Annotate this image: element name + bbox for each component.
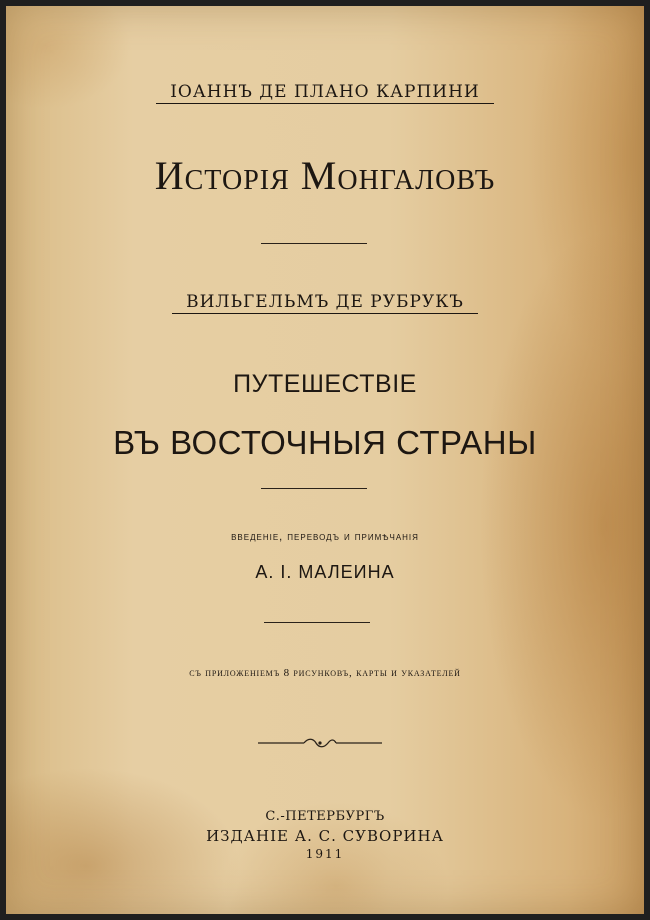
intro-credit: введеніе, переводъ и примѣчанія [231,531,419,543]
year: 1911 [305,847,345,861]
author-rubruck: ВИЛЬГЕЛЬМЪ ДЕ РУБРУКЪ [172,292,478,314]
city: С.-ПЕТЕРБУРГЪ [265,809,385,824]
appendix-note: съ приложеніемъ 8 рисунковъ, карты и указателей [189,667,461,679]
title-journey-line2: ВЪ ВОСТОЧНЫЯ СТРАНЫ [113,424,537,461]
title-history-of-mongols: Исторія Монгаловъ [154,153,496,198]
editor-name: А. І. МАЛЕИНА [255,562,395,582]
publisher: ИЗДАНІЕ А. С. СУВОРИНА [206,827,444,845]
divider-rule-2 [261,488,367,489]
author-rubruck-line [6,292,644,314]
divider-rule-3 [264,622,370,623]
ornamental-rule [258,737,382,749]
author-carpini-line [6,82,644,104]
divider-rule-1 [261,243,367,244]
author-carpini: ІОАННЪ ДЕ ПЛАНО КАРПИНИ [156,82,494,104]
title-page [6,6,644,914]
ornament-dot [318,741,321,744]
title-journey-line1: ПУТЕШЕСТВІЕ [233,370,417,398]
